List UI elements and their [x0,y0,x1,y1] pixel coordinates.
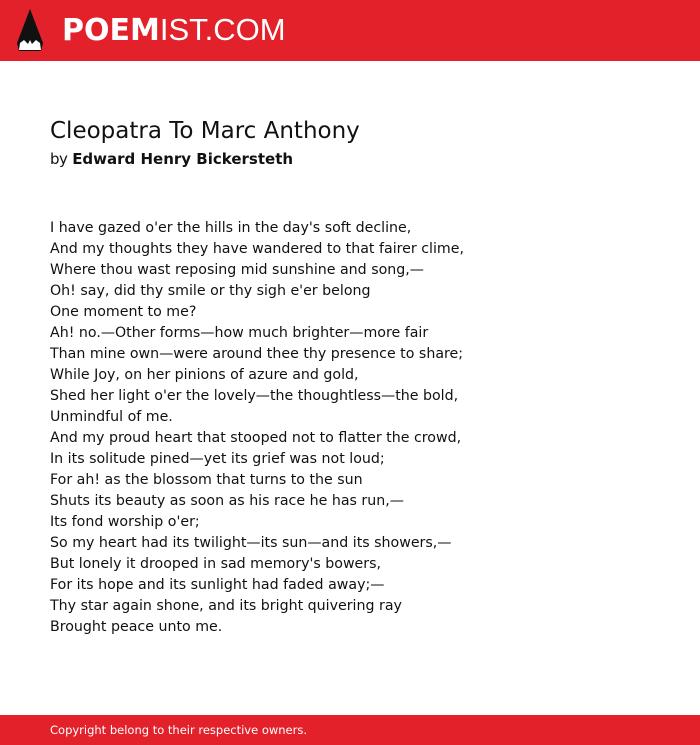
poem-line: And my thoughts they have wandered to that fairer clime, [50,241,464,257]
poem-line: Brought peace unto me. [50,619,223,635]
site-footer [0,715,700,745]
site-logo[interactable] [62,13,286,48]
poem-line: But lonely it drooped in sad memory's bowers, [50,556,382,572]
logo-text-bold: POEM [62,13,160,48]
poem-line: Its fond worship o'er; [50,514,200,530]
poem-author: Edward Henry Bickersteth [72,150,294,168]
poem-line: Shuts its beauty as soon as his race he has run,— [50,493,404,509]
poem-line: And my proud heart that stooped not to flatter the crowd, [50,430,462,446]
by-label: by [50,150,68,168]
poem-line: In its solitude pined—yet its grief was not loud; [50,451,385,467]
poem-line: Shed her light o'er the lovely—the thoughtless—the bold, [50,388,459,404]
copyright-text: Copyright belong to their respective owners. [50,723,308,737]
poem-body [50,218,464,638]
poem-line: Unmindful of me. [50,409,173,425]
poem-line: While Joy, on her pinions of azure and gold, [50,367,359,383]
poem-line: Oh! say, did thy smile or thy sigh e'er belong [50,283,371,299]
poem-title: Cleopatra To Marc Anthony [50,118,360,144]
poem-line: I have gazed o'er the hills in the day's soft decline, [50,220,412,236]
poem-line: For its hope and its sunlight had faded away;— [50,577,385,593]
poem-line: Than mine own—were around thee thy presence to share; [50,346,464,362]
poem-line: Where thou wast reposing mid sunshine and song,— [50,262,424,278]
poem-line: For ah! as the blossom that turns to the sun [50,472,363,488]
poem-line: Ah! no.—Other forms—how much brighter—more fair [50,325,429,341]
poem-line: Thy star again shone, and its bright quivering ray [50,598,402,614]
poem-line: One moment to me? [50,304,197,320]
logo-text-light: IST.COM [159,12,286,47]
poem-byline [50,148,293,170]
site-header [0,0,700,61]
poem-line: So my heart had its twilight—its sun—and its showers,— [50,535,452,551]
pencil-tip-icon[interactable] [17,9,43,51]
